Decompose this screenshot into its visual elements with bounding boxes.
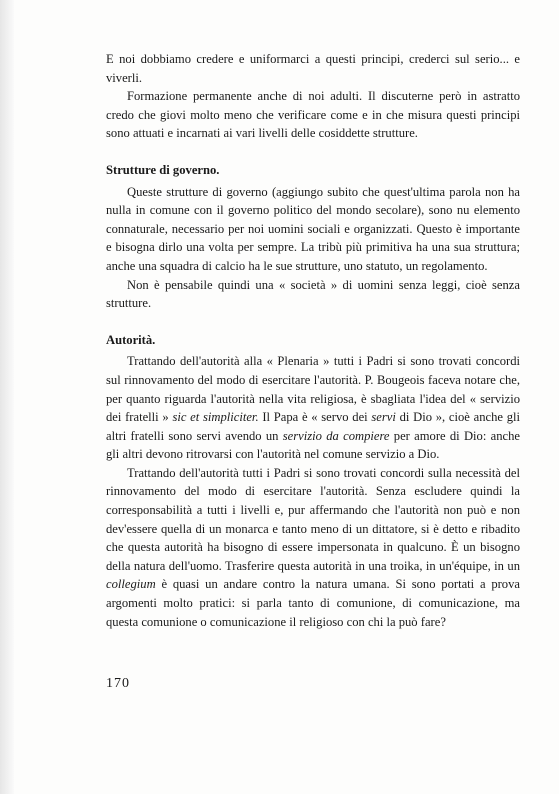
page-number: 170	[106, 676, 130, 691]
section-heading: Strutture di governo.	[106, 162, 220, 177]
paragraph: Formazione permanente anche di noi adulti. Il discuterne però in astratto credo che giovi molto meno che verificare come e in che misura questi principi sono attuati e incarnati ai vari livelli delle cosiddette strutture.	[106, 89, 520, 141]
section-heading: Autorità.	[106, 332, 156, 347]
italic-text: collegium	[106, 577, 156, 592]
paragraph: E noi dobbiamo credere e uniformarci a questi principi, crederci sul serio... e viverli.	[106, 52, 520, 85]
paragraph	[106, 352, 520, 464]
italic-text: sic et simpliciter.	[172, 410, 259, 425]
italic-text: servizio da compiere	[282, 428, 390, 443]
text-run: Il Papa è « servo dei	[258, 410, 372, 425]
body-text	[106, 50, 520, 631]
text-run: di Dio », cioè anche gli altri fratelli sono servi avendo un	[106, 410, 521, 443]
paragraph	[106, 464, 520, 631]
text-run: Trattando dell'autorità tutti i Padri si sono trovati concordi sulla necessità del rinnovamento del modo di esercitare l'autorità. Senza escludere quindi la corresponsabilità a tutti i livelli e, pur affermando che l'autorità non può e non dev'essere quella di un monarca e tanto meno di un dittatore, si è detto e ribadito che questa autorità ha bisogno di essere impersonata in qualcuno. È un bisogno della natura dell'uomo. Trasferire questa autorità in una troika, in un'équipe, in un	[106, 465, 520, 573]
text-run: per amore di Dio: anche gli altri devono ritrovarsi con l'autorità nel comune servizio a Dio.	[106, 428, 520, 462]
paragraph: Queste strutture di governo (aggiungo subito che quest'ultima parola non ha nulla in comune con il governo politico del mondo secolare), sono nu elemento connaturale, necessario per noi uomini sociali e organizzati. Questo è importante e bisogna dirlo una volta per sempre. La tribù più primitiva ha una sua struttura; anche una squadra di calcio ha le sue strutture, uno statuto, un regolamento.	[106, 184, 520, 273]
paragraph: Non è pensabile quindi una « società » di uomini senza leggi, cioè senza strutture.	[106, 277, 520, 311]
italic-text: servi	[371, 410, 396, 425]
page-spine-shadow	[0, 0, 14, 794]
text-run: Trattando dell'autorità alla « Plenaria » tutti i Padri si sono trovati concordi sul rinnovamento del modo di esercitare l'autorità. P. Bougeois faceva notare che, per quanto riguarda l'autorità nella vita religiosa, è sbagliata l'idea del « servizio dei fratelli »	[106, 354, 520, 425]
text-run: è quasi un andare contro la natura umana. Si sono portati a prova argomenti molto pratici: si parla tanto di comunione, di comunicazione, ma questa comunione o comunicazione il religioso con chi la può fare?	[106, 577, 520, 629]
